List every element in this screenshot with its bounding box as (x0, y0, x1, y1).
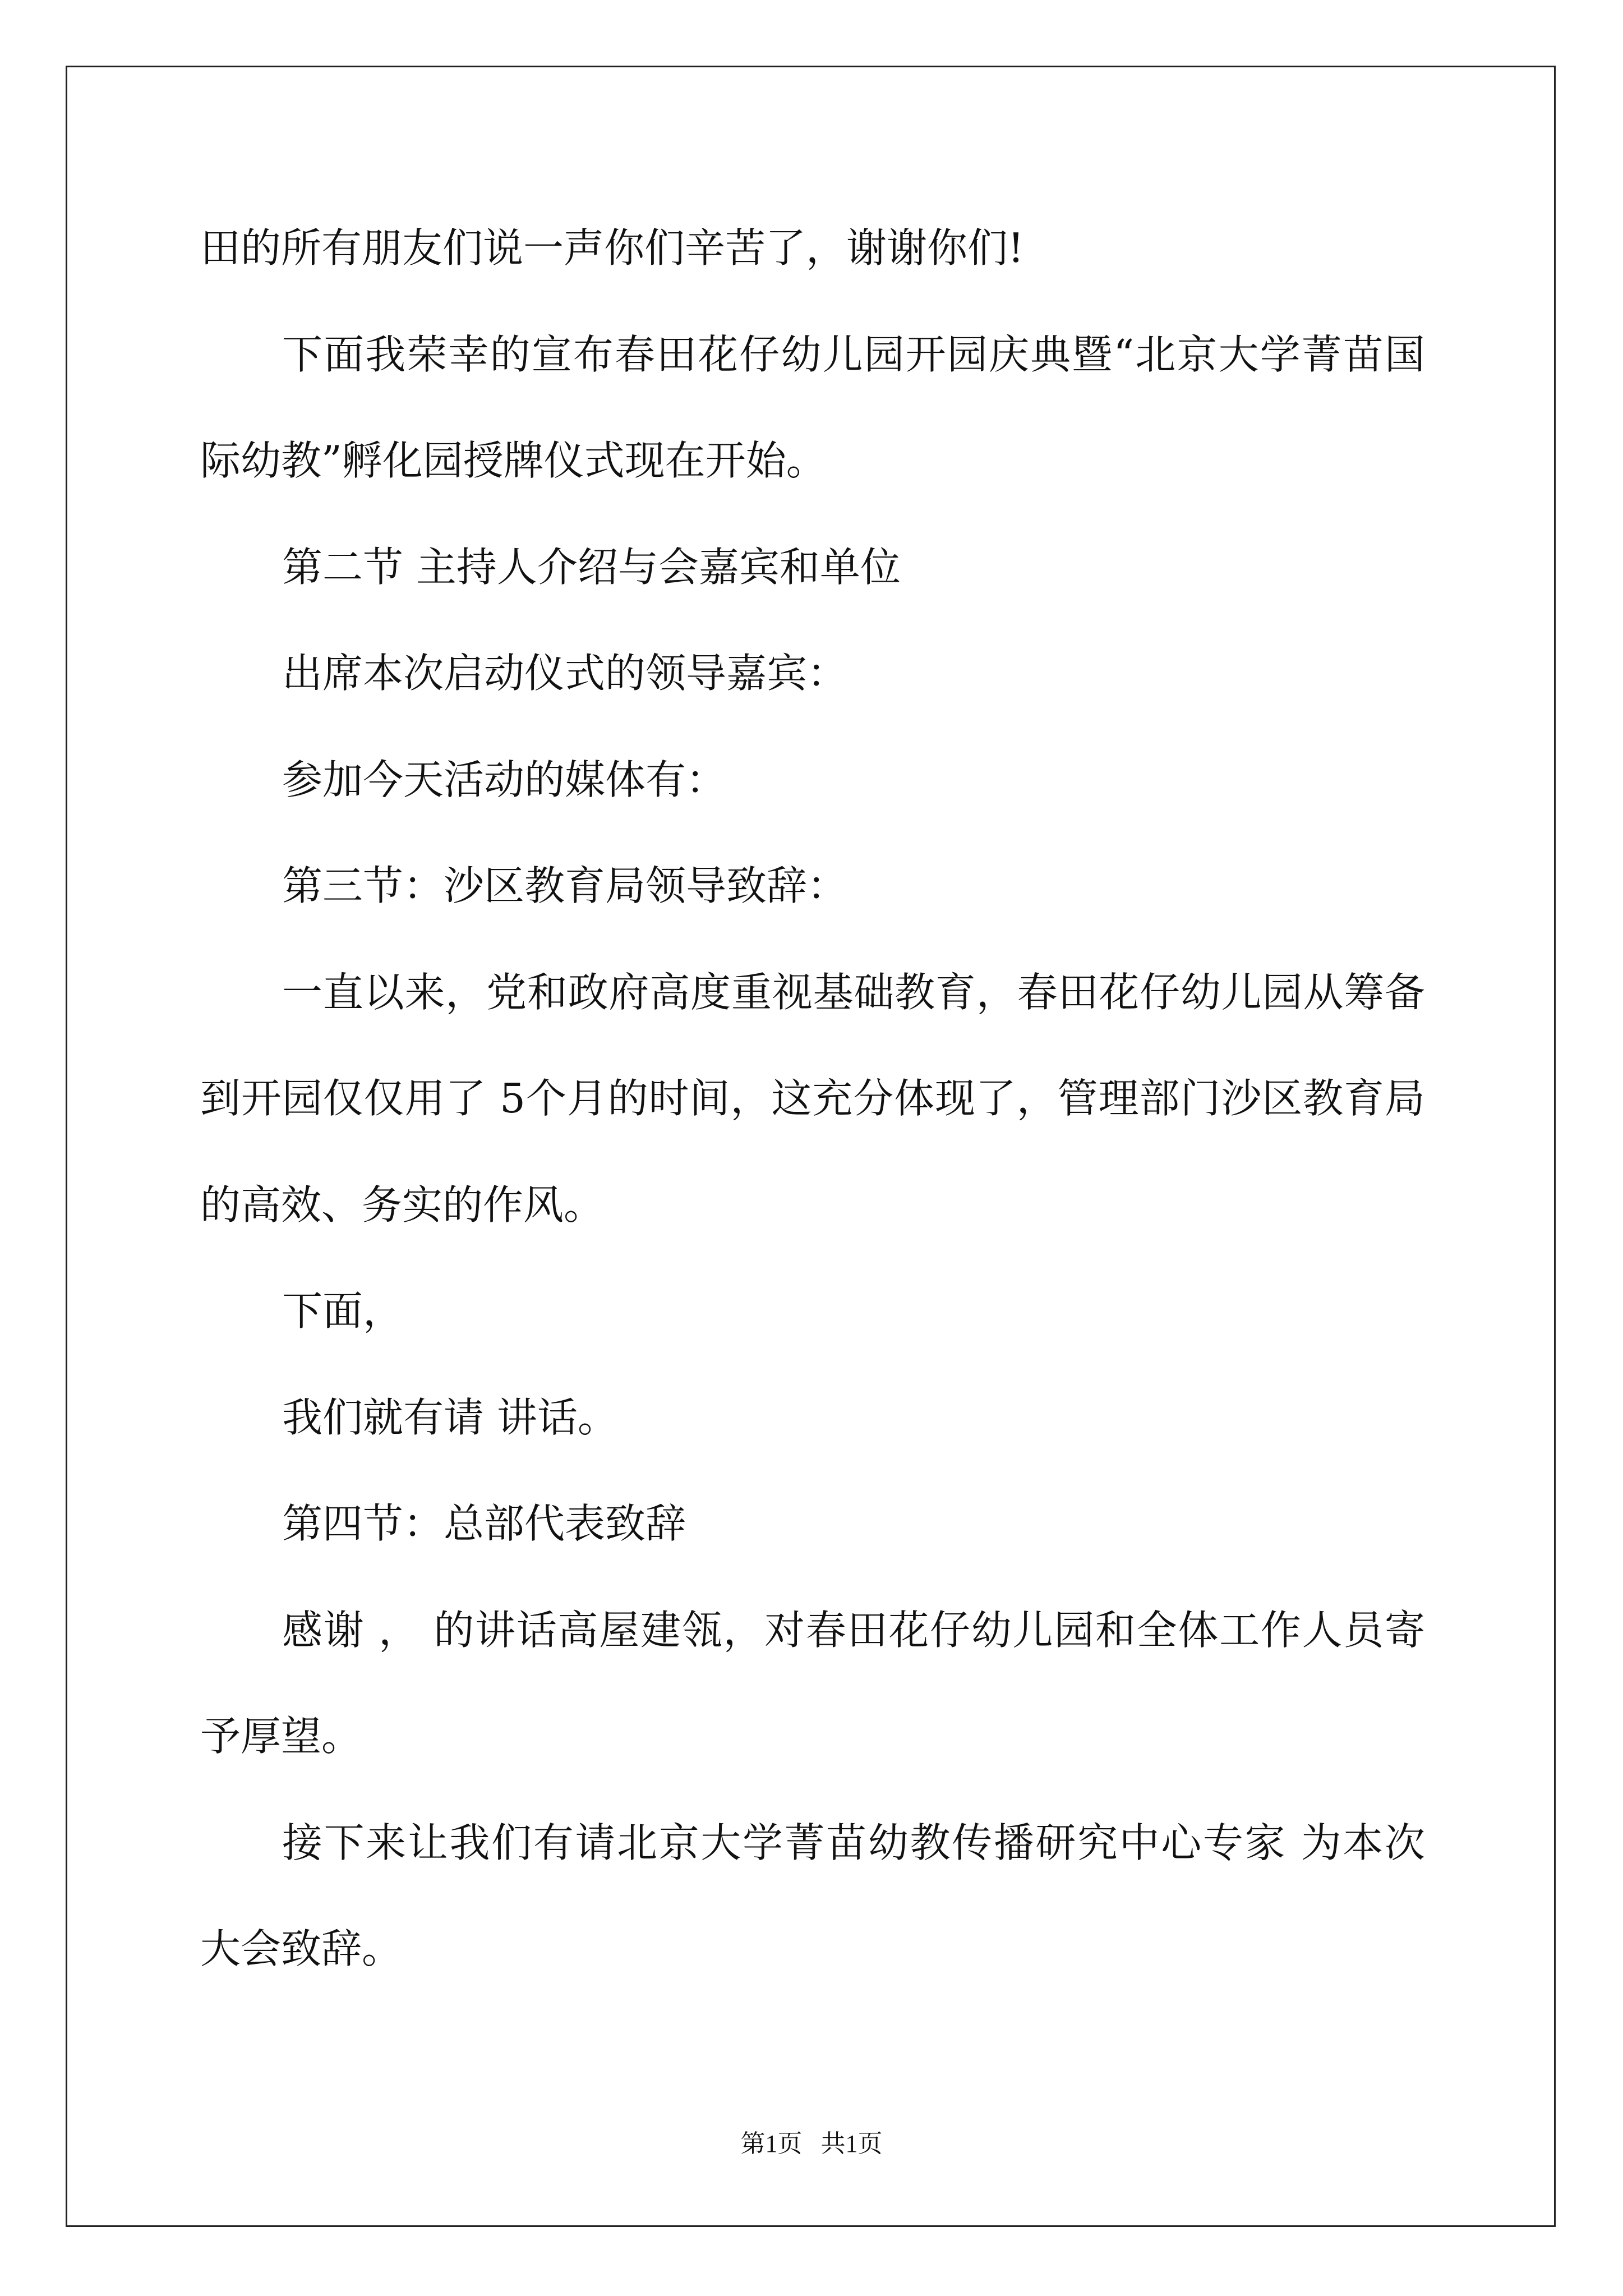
paragraph (200, 1790, 1425, 2003)
paragraph (200, 195, 1425, 302)
document-body (200, 195, 1425, 2003)
text-line: 一直以来，党和政府高度重视基础教育，春田花仔幼儿园从筹备 (282, 968, 1425, 1016)
paragraph (200, 302, 1425, 514)
paragraph (200, 514, 1425, 621)
text-line: 接下来让我们有请北京大学菁苗幼教传播研究中心专家 为本次 (282, 1819, 1425, 1866)
text-line: 我们就有请 讲话。 (282, 1393, 618, 1441)
text-line: 下面， (282, 1287, 404, 1335)
paragraph (200, 727, 1425, 834)
paragraph (200, 1471, 1425, 1577)
section-heading: 第二节 主持人介绍与会嘉宾和单位 (282, 543, 901, 591)
paragraph (200, 833, 1425, 940)
text-line: 参加今天活动的媒体有： (282, 756, 727, 803)
text-line: 田的所有朋友们说一声你们辛苦了，谢谢你们! (200, 224, 1024, 272)
paragraph (200, 1577, 1425, 1790)
text-line: 感谢 ， 的讲话高屋建瓴，对春田花仔幼儿园和全体工作人员寄 (282, 1606, 1425, 1654)
page-number-footer: 第1页 共1页 (740, 2130, 883, 2157)
paragraph (200, 940, 1425, 1259)
paragraph (200, 1365, 1425, 1471)
text-line: 出席本次启动仪式的领导嘉宾： (282, 650, 848, 697)
text-line: 的高效、务实的作风。 (200, 1181, 605, 1228)
text-line: 际幼教”孵化园授牌仪式现在开始。 (200, 437, 827, 484)
text-line: 予厚望。 (200, 1713, 362, 1760)
section-heading: 第三节：沙区教育局领导致辞： (282, 862, 848, 909)
paragraph (200, 1258, 1425, 1365)
paragraph (200, 620, 1425, 727)
text-line: 大会致辞。 (200, 1925, 403, 1972)
section-heading: 第四节：总部代表致辞 (282, 1500, 686, 1547)
text-line: 下面我荣幸的宣布春田花仔幼儿园开园庆典暨“北京大学菁苗国 (282, 330, 1425, 378)
text-line: 到开园仅仅用了 5个月的时间，这充分体现了，管理部门沙区教育局 (200, 1075, 1425, 1122)
